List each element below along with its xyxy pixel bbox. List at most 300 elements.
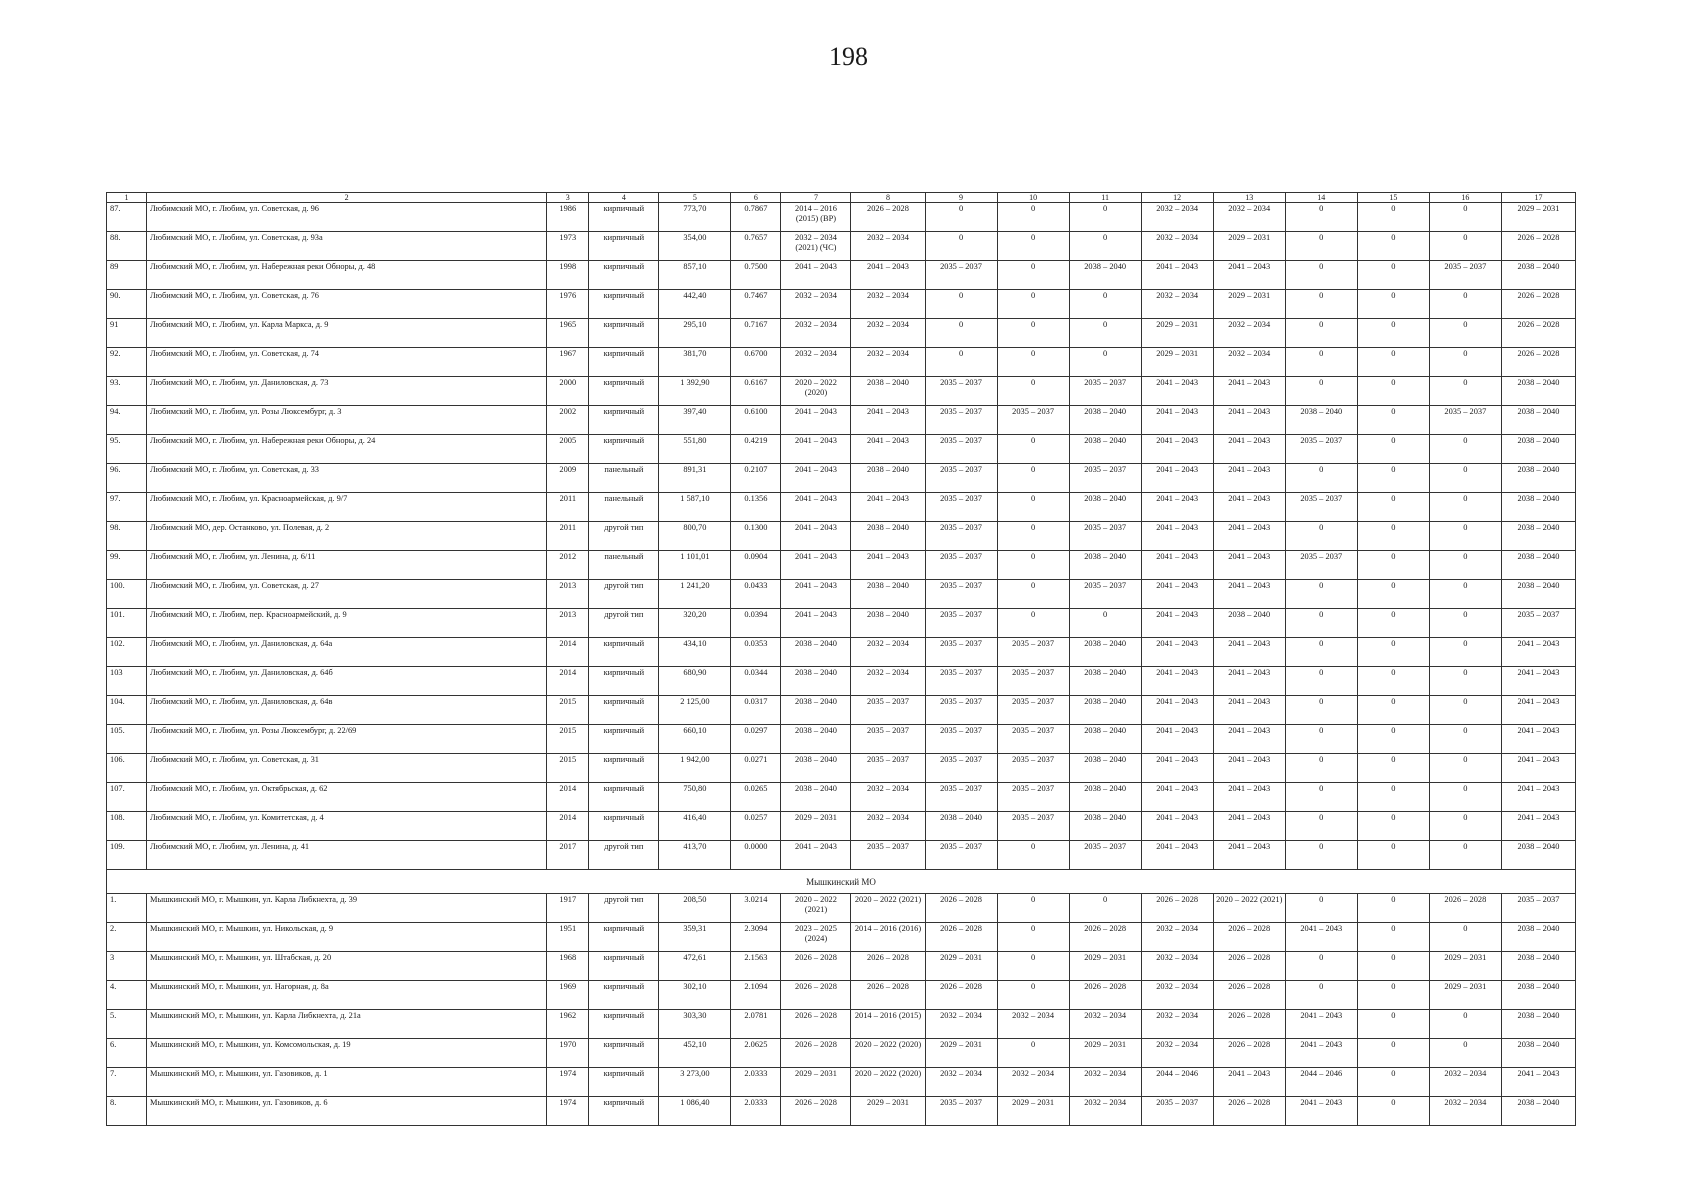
table-cell: 2041 – 2043 xyxy=(781,464,851,493)
table-cell: Любимский МО, г. Любим, ул. Ленина, д. 41 xyxy=(147,841,547,870)
table-cell: 2029 – 2031 xyxy=(925,952,997,981)
table-cell: 0 xyxy=(1285,203,1357,232)
table-cell: 2017 xyxy=(547,841,589,870)
table-cell: 2041 – 2043 xyxy=(1141,261,1213,290)
table-cell: 97. xyxy=(107,493,147,522)
table-cell: 2038 – 2040 xyxy=(1501,522,1575,551)
table-cell: 2029 – 2031 xyxy=(1501,203,1575,232)
table-cell: 2035 – 2037 xyxy=(925,696,997,725)
table-cell: 2041 – 2043 xyxy=(1501,667,1575,696)
table-cell: 2032 – 2034 xyxy=(851,667,925,696)
table-cell: Любимский МО, г. Любим, ул. Розы Люксембург, д. 22/69 xyxy=(147,725,547,754)
table-cell: 2014 xyxy=(547,667,589,696)
table-cell: 0.0271 xyxy=(731,754,781,783)
table-cell: 2026 – 2028 xyxy=(925,981,997,1010)
table-cell: 2029 – 2031 xyxy=(781,1068,851,1097)
table-cell: 0 xyxy=(997,981,1069,1010)
table-cell: 2038 – 2040 xyxy=(781,783,851,812)
table-cell: 106. xyxy=(107,754,147,783)
table-cell: 2 125,00 xyxy=(659,696,731,725)
table-cell: 2041 – 2043 xyxy=(1213,464,1285,493)
table-cell: 2035 – 2037 xyxy=(925,1097,997,1126)
table-cell: 2038 – 2040 xyxy=(1501,551,1575,580)
table-cell: 2026 – 2028 xyxy=(1501,348,1575,377)
table-cell: кирпичный xyxy=(589,1097,659,1126)
table-cell: 1968 xyxy=(547,952,589,981)
table-cell: 2038 – 2040 xyxy=(1069,754,1141,783)
header-cell: 11 xyxy=(1069,193,1141,203)
table-cell: 2035 – 2037 xyxy=(1285,493,1357,522)
table-cell: 100. xyxy=(107,580,147,609)
table-cell: Мышкинский МО, г. Мышкин, ул. Штабская, д. 20 xyxy=(147,952,547,981)
table-cell: 0 xyxy=(997,377,1069,406)
table-cell: Любимский МО, г. Любим, ул. Даниловская, д. 64а xyxy=(147,638,547,667)
table-cell: 0.4219 xyxy=(731,435,781,464)
table-cell: Любимский МО, дер. Останково, ул. Полевая, д. 2 xyxy=(147,522,547,551)
table-cell: кирпичный xyxy=(589,812,659,841)
table-cell: 2041 – 2043 xyxy=(1213,754,1285,783)
table-cell: 0 xyxy=(997,232,1069,261)
table-cell: 1 086,40 xyxy=(659,1097,731,1126)
table-cell: Любимский МО, г. Любим, ул. Советская, д. 96 xyxy=(147,203,547,232)
table-cell: 2035 – 2037 xyxy=(1429,406,1501,435)
table-cell: 0 xyxy=(1285,696,1357,725)
table-cell: 2038 – 2040 xyxy=(1069,493,1141,522)
table-cell: 2032 – 2034 xyxy=(1141,203,1213,232)
table-cell: 0 xyxy=(1069,319,1141,348)
table-row xyxy=(107,638,1576,667)
table-cell: 2038 – 2040 xyxy=(851,580,925,609)
table-cell: 0 xyxy=(1285,232,1357,261)
table-cell: 0.0904 xyxy=(731,551,781,580)
table-cell: 2035 – 2037 xyxy=(1069,464,1141,493)
table-cell: 2026 – 2028 xyxy=(781,952,851,981)
table-cell: Любимский МО, г. Любим, ул. Набережная реки Обноры, д. 24 xyxy=(147,435,547,464)
table-cell: 800,70 xyxy=(659,522,731,551)
table-cell: 2041 – 2043 xyxy=(1213,783,1285,812)
header-cell: 3 xyxy=(547,193,589,203)
table-cell: 2.0333 xyxy=(731,1097,781,1126)
table-cell: 2041 – 2043 xyxy=(851,406,925,435)
table-cell: 0 xyxy=(1357,261,1429,290)
table-cell: 0 xyxy=(1357,981,1429,1010)
table-cell: 89 xyxy=(107,261,147,290)
table-cell: 2038 – 2040 xyxy=(1501,435,1575,464)
table-cell: 1967 xyxy=(547,348,589,377)
table-cell: 773,70 xyxy=(659,203,731,232)
table-cell: 2041 – 2043 xyxy=(1501,1068,1575,1097)
table-cell: 0 xyxy=(1357,435,1429,464)
table-cell: 2038 – 2040 xyxy=(1285,406,1357,435)
table-cell: 2020 – 2022 (2021) xyxy=(1213,894,1285,923)
table-cell: 2011 xyxy=(547,522,589,551)
table-cell: 2032 – 2034 xyxy=(781,348,851,377)
table-cell: кирпичный xyxy=(589,435,659,464)
table-cell: 551,80 xyxy=(659,435,731,464)
table-cell: другой тип xyxy=(589,894,659,923)
table-cell: 2.0781 xyxy=(731,1010,781,1039)
table-cell: 0 xyxy=(1069,609,1141,638)
table-cell: 1 392,90 xyxy=(659,377,731,406)
table-cell: 2026 – 2028 xyxy=(1069,923,1141,952)
table-cell: 320,20 xyxy=(659,609,731,638)
table-row xyxy=(107,609,1576,638)
table-cell: 0 xyxy=(1285,261,1357,290)
table-cell: 0 xyxy=(1285,894,1357,923)
table-cell: 2029 – 2031 xyxy=(1069,952,1141,981)
table-cell: 2035 – 2037 xyxy=(925,725,997,754)
section-row xyxy=(107,870,1576,894)
table-cell: 0.1356 xyxy=(731,493,781,522)
table-cell: 2029 – 2031 xyxy=(1069,1039,1141,1068)
table-cell: 2038 – 2040 xyxy=(1501,981,1575,1010)
table-cell: 0 xyxy=(1357,609,1429,638)
table-cell: Мышкинский МО, г. Мышкин, ул. Никольская, д. 9 xyxy=(147,923,547,952)
table-cell: 2035 – 2037 xyxy=(925,551,997,580)
table-cell: 0 xyxy=(997,894,1069,923)
table-cell: 2035 – 2037 xyxy=(997,725,1069,754)
table-row xyxy=(107,377,1576,406)
table-cell: 2041 – 2043 xyxy=(851,551,925,580)
table-cell: 0 xyxy=(1429,522,1501,551)
table-cell: 2041 – 2043 xyxy=(851,435,925,464)
table-cell: 2032 – 2034 xyxy=(1141,952,1213,981)
table-cell: 2041 – 2043 xyxy=(1141,551,1213,580)
table-cell: кирпичный xyxy=(589,232,659,261)
table-cell: 2041 – 2043 xyxy=(1501,783,1575,812)
table-cell: 2041 – 2043 xyxy=(781,406,851,435)
table-cell: 2041 – 2043 xyxy=(1141,667,1213,696)
table-cell: 1 101,01 xyxy=(659,551,731,580)
table-cell: 2041 – 2043 xyxy=(1141,377,1213,406)
table-cell: 0 xyxy=(1357,348,1429,377)
table-cell: 2002 xyxy=(547,406,589,435)
table-cell: 2041 – 2043 xyxy=(1141,638,1213,667)
table-cell: 2035 – 2037 xyxy=(925,377,997,406)
table-cell: 2038 – 2040 xyxy=(1501,1039,1575,1068)
table-cell: другой тип xyxy=(589,522,659,551)
table-cell: 442,40 xyxy=(659,290,731,319)
table-cell: 2041 – 2043 xyxy=(1213,522,1285,551)
table-cell: 2035 – 2037 xyxy=(925,638,997,667)
table-cell: 0 xyxy=(997,261,1069,290)
table-cell: 2032 – 2034 xyxy=(1141,232,1213,261)
table-cell: другой тип xyxy=(589,580,659,609)
table-cell: 2041 – 2043 xyxy=(1141,435,1213,464)
table-cell: другой тип xyxy=(589,841,659,870)
header-cell: 2 xyxy=(147,193,547,203)
table-cell: 2026 – 2028 xyxy=(925,894,997,923)
table-cell: 0 xyxy=(1429,319,1501,348)
table-cell: панельный xyxy=(589,464,659,493)
table-cell: 208,50 xyxy=(659,894,731,923)
header-cell: 10 xyxy=(997,193,1069,203)
table-cell: кирпичный xyxy=(589,348,659,377)
table-cell: панельный xyxy=(589,493,659,522)
table-cell: 2032 – 2034 xyxy=(1141,1039,1213,1068)
table-cell: кирпичный xyxy=(589,923,659,952)
table-cell: 2041 – 2043 xyxy=(1501,754,1575,783)
table-cell: 2038 – 2040 xyxy=(1069,667,1141,696)
table-row xyxy=(107,812,1576,841)
table-cell: Мышкинский МО, г. Мышкин, ул. Карла Либкнехта, д. 39 xyxy=(147,894,547,923)
table-cell: 2015 xyxy=(547,696,589,725)
table-cell: 2032 – 2034 xyxy=(851,638,925,667)
table-cell: 1917 xyxy=(547,894,589,923)
table-cell: 2038 – 2040 xyxy=(1501,261,1575,290)
table-cell: 0 xyxy=(997,290,1069,319)
table-cell: 2014 xyxy=(547,638,589,667)
table-cell: 0 xyxy=(925,232,997,261)
table-cell: 0 xyxy=(997,435,1069,464)
table-cell: 2035 – 2037 xyxy=(997,406,1069,435)
table-row xyxy=(107,1097,1576,1126)
table-cell: 2032 – 2034 xyxy=(1213,348,1285,377)
table-cell: 2013 xyxy=(547,580,589,609)
table-cell: 1 587,10 xyxy=(659,493,731,522)
table-cell: 0 xyxy=(1429,1010,1501,1039)
table-cell: 0.0353 xyxy=(731,638,781,667)
header-cell: 8 xyxy=(851,193,925,203)
table-cell: 0 xyxy=(1429,203,1501,232)
table-cell: 0 xyxy=(1069,348,1141,377)
table-cell: 2041 – 2043 xyxy=(1213,1068,1285,1097)
table-cell: 2. xyxy=(107,923,147,952)
table-cell: 413,70 xyxy=(659,841,731,870)
table-cell: Любимский МО, г. Любим, ул. Розы Люксембург, д. 3 xyxy=(147,406,547,435)
table-cell: 354,00 xyxy=(659,232,731,261)
table-cell: 0 xyxy=(1285,812,1357,841)
table-cell: 2038 – 2040 xyxy=(1501,1097,1575,1126)
table-cell: 0 xyxy=(1357,1068,1429,1097)
table-cell: 0 xyxy=(1357,551,1429,580)
table-cell: 2041 – 2043 xyxy=(1213,841,1285,870)
table-cell: 2041 – 2043 xyxy=(1213,493,1285,522)
table-cell: 2026 – 2028 xyxy=(781,1097,851,1126)
table-cell: 1 241,20 xyxy=(659,580,731,609)
table-cell: 2032 – 2034 xyxy=(851,348,925,377)
table-cell: 2041 – 2043 xyxy=(1141,754,1213,783)
table-cell: 2035 – 2037 xyxy=(997,812,1069,841)
table-cell: 2038 – 2040 xyxy=(851,464,925,493)
table-cell: 2032 – 2034 xyxy=(851,319,925,348)
table-cell: 2035 – 2037 xyxy=(925,609,997,638)
table-cell: 3 xyxy=(107,952,147,981)
table-cell: 2026 – 2028 xyxy=(1213,1010,1285,1039)
table-cell: 2041 – 2043 xyxy=(1141,609,1213,638)
table-row xyxy=(107,522,1576,551)
table-cell: 0.6100 xyxy=(731,406,781,435)
table-cell: 2038 – 2040 xyxy=(1069,783,1141,812)
table-cell: 0 xyxy=(997,319,1069,348)
table-cell: 1974 xyxy=(547,1097,589,1126)
table-cell: 2038 – 2040 xyxy=(1501,464,1575,493)
table-cell: Мышкинский МО, г. Мышкин, ул. Комсомольская, д. 19 xyxy=(147,1039,547,1068)
table-cell: 0 xyxy=(1357,406,1429,435)
table-cell: кирпичный xyxy=(589,1068,659,1097)
table-cell: 0.7867 xyxy=(731,203,781,232)
table-cell: кирпичный xyxy=(589,725,659,754)
table-cell: 2041 – 2043 xyxy=(781,580,851,609)
table-cell: 0 xyxy=(1429,638,1501,667)
table-cell: 2041 – 2043 xyxy=(851,261,925,290)
table-cell: 0.0257 xyxy=(731,812,781,841)
table-cell: 2044 – 2046 xyxy=(1141,1068,1213,1097)
table-row xyxy=(107,923,1576,952)
table-row xyxy=(107,981,1576,1010)
table-cell: 2032 – 2034 xyxy=(1069,1097,1141,1126)
table-cell: 2041 – 2043 xyxy=(1285,1097,1357,1126)
table-cell: 2041 – 2043 xyxy=(781,261,851,290)
table-cell: 0 xyxy=(1357,667,1429,696)
table-cell: 2000 xyxy=(547,377,589,406)
table-cell: 2038 – 2040 xyxy=(781,696,851,725)
table-cell: 2035 – 2037 xyxy=(925,667,997,696)
table-cell: 1974 xyxy=(547,1068,589,1097)
table-cell: 2041 – 2043 xyxy=(781,551,851,580)
table-cell: 0 xyxy=(997,609,1069,638)
table-cell: 2041 – 2043 xyxy=(781,522,851,551)
table-cell: 0.0000 xyxy=(731,841,781,870)
table-cell: 1962 xyxy=(547,1010,589,1039)
table-row xyxy=(107,406,1576,435)
table-cell: 2035 – 2037 xyxy=(1501,894,1575,923)
table-cell: 2014 – 2016 (2015) (ВР) xyxy=(781,203,851,232)
table-cell: 0 xyxy=(1429,754,1501,783)
table-cell: 2032 – 2034 xyxy=(851,783,925,812)
table-cell: 99. xyxy=(107,551,147,580)
table-cell: Мышкинский МО, г. Мышкин, ул. Газовиков, д. 1 xyxy=(147,1068,547,1097)
table-cell: кирпичный xyxy=(589,638,659,667)
header-row xyxy=(107,193,1576,203)
table-row xyxy=(107,464,1576,493)
table-cell: 397,40 xyxy=(659,406,731,435)
table-cell: 2032 – 2034 xyxy=(781,290,851,319)
table-cell: 0 xyxy=(1285,725,1357,754)
table-cell: Любимский МО, г. Любим, ул. Ленина, д. 6/11 xyxy=(147,551,547,580)
table-cell: 2035 – 2037 xyxy=(997,783,1069,812)
table-cell: 2035 – 2037 xyxy=(1069,580,1141,609)
table-cell: 2026 – 2028 xyxy=(1141,894,1213,923)
table-cell: 2035 – 2037 xyxy=(997,754,1069,783)
table-cell: 0 xyxy=(1429,290,1501,319)
table-cell: 2020 – 2022 (2020) xyxy=(851,1068,925,1097)
table-cell: 2041 – 2043 xyxy=(1141,522,1213,551)
table-cell: кирпичный xyxy=(589,290,659,319)
table-cell: кирпичный xyxy=(589,783,659,812)
table-cell: 2032 – 2034 xyxy=(1141,1010,1213,1039)
table-cell: 2035 – 2037 xyxy=(925,522,997,551)
table-cell: кирпичный xyxy=(589,1039,659,1068)
table-cell: 2041 – 2043 xyxy=(1141,580,1213,609)
table-cell: Любимский МО, г. Любим, ул. Даниловская, д. 64в xyxy=(147,696,547,725)
table-cell: 2038 – 2040 xyxy=(851,377,925,406)
table-cell: 2026 – 2028 xyxy=(781,1010,851,1039)
table-cell: 0 xyxy=(997,580,1069,609)
table-cell: 2014 – 2016 (2016) xyxy=(851,923,925,952)
table-cell: 0 xyxy=(1429,667,1501,696)
table-row xyxy=(107,667,1576,696)
table-cell: 2038 – 2040 xyxy=(1501,406,1575,435)
table-cell: 2041 – 2043 xyxy=(1141,493,1213,522)
table-cell: 2029 – 2031 xyxy=(1213,232,1285,261)
table-cell: 2020 – 2022 (2020) xyxy=(851,1039,925,1068)
table-cell: 2038 – 2040 xyxy=(1069,261,1141,290)
table-cell: 6. xyxy=(107,1039,147,1068)
table-row xyxy=(107,290,1576,319)
header-cell: 6 xyxy=(731,193,781,203)
table-row xyxy=(107,493,1576,522)
table-cell: 0 xyxy=(1285,319,1357,348)
table-cell: 108. xyxy=(107,812,147,841)
table-cell: 1 942,00 xyxy=(659,754,731,783)
table-cell: 2029 – 2031 xyxy=(1141,319,1213,348)
table-row xyxy=(107,435,1576,464)
table-cell: 472,61 xyxy=(659,952,731,981)
table-cell: 0 xyxy=(1357,725,1429,754)
table-cell: 680,90 xyxy=(659,667,731,696)
table-cell: Любимский МО, г. Любим, ул. Советская, д. 93а xyxy=(147,232,547,261)
table-row xyxy=(107,203,1576,232)
table-cell: 2044 – 2046 xyxy=(1285,1068,1357,1097)
table-cell: 2026 – 2028 xyxy=(1429,894,1501,923)
table-cell: 2026 – 2028 xyxy=(1213,1097,1285,1126)
table-cell: 0 xyxy=(1357,1010,1429,1039)
table-cell: 2029 – 2031 xyxy=(997,1097,1069,1126)
table-cell: Мышкинский МО, г. Мышкин, ул. Карла Либкнехта, д. 21а xyxy=(147,1010,547,1039)
table-cell: 0.1300 xyxy=(731,522,781,551)
table-cell: 2032 – 2034 xyxy=(997,1010,1069,1039)
table-cell: 0 xyxy=(1429,841,1501,870)
table-cell: 2035 – 2037 xyxy=(851,841,925,870)
section-title: Мышкинский МО xyxy=(107,870,1576,894)
table-cell: 2035 – 2037 xyxy=(925,493,997,522)
table-cell: 2026 – 2028 xyxy=(1213,952,1285,981)
table-row xyxy=(107,551,1576,580)
table-cell: 0 xyxy=(1429,435,1501,464)
table-cell: 0.7657 xyxy=(731,232,781,261)
table-cell: 2032 – 2034 xyxy=(1069,1068,1141,1097)
table-cell: 2035 – 2037 xyxy=(851,696,925,725)
table-cell: 0 xyxy=(1429,232,1501,261)
table-cell: Любимский МО, г. Любим, ул. Советская, д. 27 xyxy=(147,580,547,609)
table-cell: 0 xyxy=(925,290,997,319)
table-cell: 0 xyxy=(1285,783,1357,812)
table-cell: 2035 – 2037 xyxy=(925,754,997,783)
table-cell: 0 xyxy=(1285,841,1357,870)
table-cell: 2038 – 2040 xyxy=(925,812,997,841)
table-cell: 2041 – 2043 xyxy=(1285,923,1357,952)
table-cell: 2035 – 2037 xyxy=(925,464,997,493)
table-cell: 2029 – 2031 xyxy=(1429,952,1501,981)
table-cell: 3.0214 xyxy=(731,894,781,923)
header-cell: 16 xyxy=(1429,193,1501,203)
table-cell: 107. xyxy=(107,783,147,812)
table-cell: 2038 – 2040 xyxy=(1501,952,1575,981)
table-cell: 295,10 xyxy=(659,319,731,348)
table-cell: 2026 – 2028 xyxy=(851,952,925,981)
table-cell: 2026 – 2028 xyxy=(781,981,851,1010)
table-cell: 0 xyxy=(925,203,997,232)
table-cell: 2035 – 2037 xyxy=(925,783,997,812)
table-cell: 2035 – 2037 xyxy=(925,580,997,609)
table-cell: 1998 xyxy=(547,261,589,290)
table-cell: 2041 – 2043 xyxy=(1213,261,1285,290)
table-cell: 90. xyxy=(107,290,147,319)
table-cell: 2041 – 2043 xyxy=(1501,725,1575,754)
table-cell: 2041 – 2043 xyxy=(781,493,851,522)
table-cell: 2035 – 2037 xyxy=(1285,435,1357,464)
